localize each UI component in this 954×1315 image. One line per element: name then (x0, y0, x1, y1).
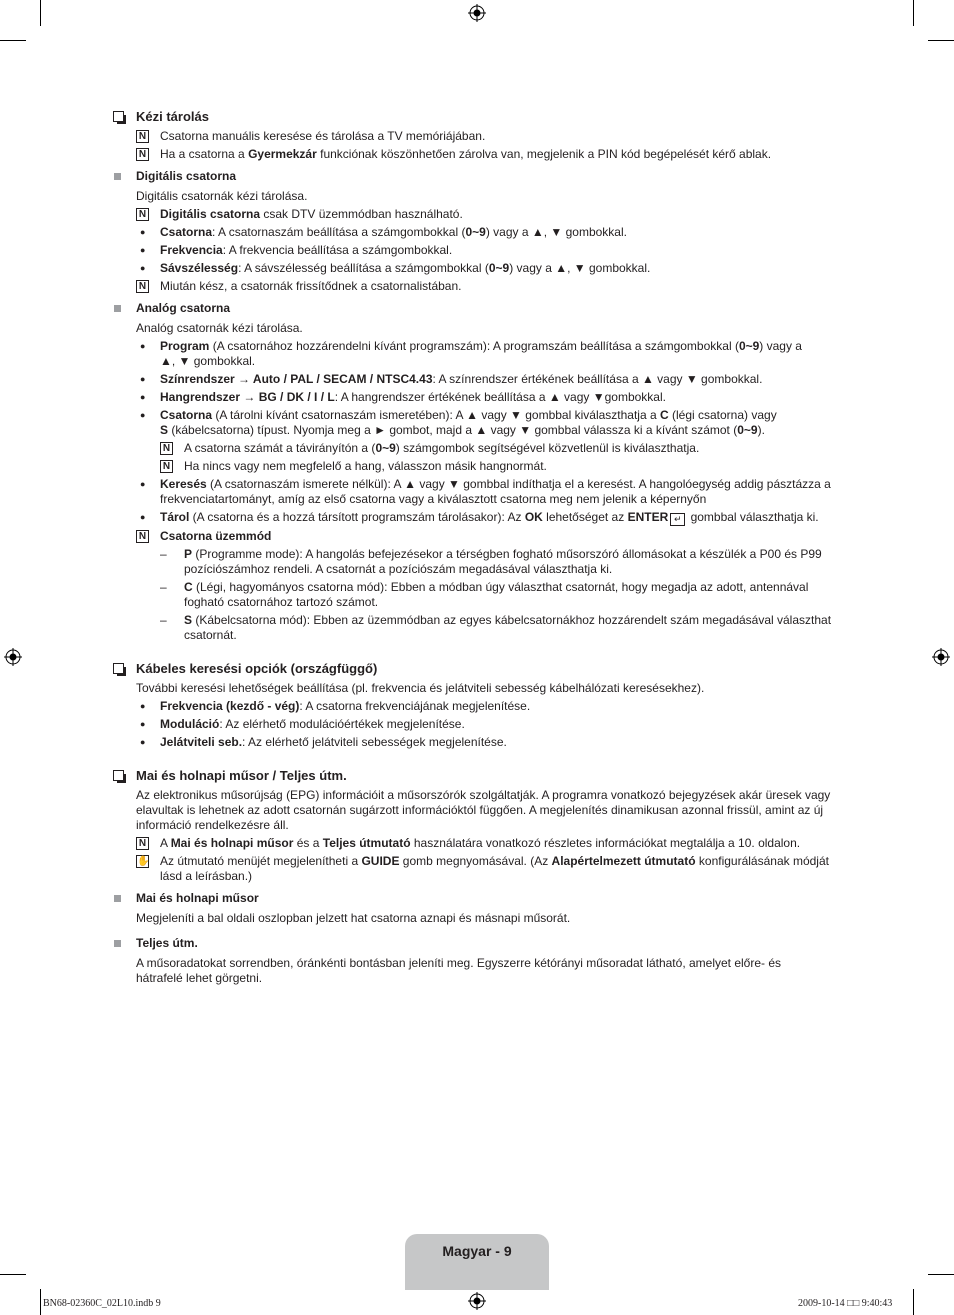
note-row: ✋ Az útmutató menüjét megjelenítheti a GUIDE gomb megnyomásával. (Az Alapértelmezett útmutató konfigurálásának módját lásd a leírásban.) (137, 854, 829, 883)
crop-mark (0, 1274, 26, 1275)
list-item: ● Program (A csatornához hozzárendelni kívánt programszám): A programszám beállítása a számgombokkal (0~9) vagy a ▲, ▼ gombokkal. (136, 339, 847, 369)
note-row: N Ha a csatorna a Gyermekzár funkciónak köszönhetően zárolva van, megjelenik a PIN kód begépelését kérő ablak. (136, 147, 847, 162)
checkbox-icon (113, 770, 124, 781)
note-row: N Miután kész, a csatornák frissítődnek a csatornalistában. (136, 279, 847, 294)
bullet-icon: ● (140, 227, 146, 237)
hand-note-icon: ✋ (137, 856, 150, 867)
note-row: N Csatorna üzemmód (136, 529, 847, 544)
note-row: N Digitális csatorna csak DTV üzemmódban használható. (136, 207, 847, 222)
section-title: Mai és holnapi műsor / Teljes útm. (112, 767, 847, 784)
bullet-icon: ● (140, 719, 146, 729)
square-bullet-icon (114, 940, 121, 947)
crop-mark (913, 1289, 914, 1315)
note-row: N A csatorna számát a távirányítón a (0~9) számgombok segítségével közvetlenül is kiválaszthatja. (160, 441, 847, 456)
registration-mark-icon (468, 1292, 486, 1310)
paragraph: További keresési lehetőségek beállítása (pl. frekvencia és jelátviteli sebesség kábelhálózati keresésekhez). (136, 681, 705, 695)
paragraph: Megjeleníti a bal oldali oszlopban jelzett hat csatorna aznapi és másnapi műsorát. (136, 911, 571, 925)
crop-mark (40, 0, 41, 26)
timestamp: 2009-10-14 □□ 9:40:43 (798, 1298, 893, 1309)
list-item: ● Keresés (A csatornaszám ismerete nélkül): A ▲ vagy ▼ gombbal indíthatja el a keresést. A hangolóegység addig pásztázza a frekvenciatartományt, amíg az első csatorna vagy a kiválasztott csatorna meg nem jelenik a képernyőn (136, 477, 847, 507)
subsection-title: Analóg csatorna (112, 301, 847, 316)
bullet-icon: ● (140, 245, 146, 255)
square-bullet-icon (114, 305, 121, 312)
file-info: BN68-02360C_02L10.indb 9 (43, 1298, 161, 1309)
bullet-icon: ● (140, 263, 146, 273)
bullet-icon: ● (140, 410, 146, 420)
square-bullet-icon (114, 895, 121, 902)
list-item: ● Sávszélesség: A sávszélesség beállítása a számgombokkal (0~9) vagy a ▲, ▼ gombokkal. (136, 261, 847, 276)
registration-mark-icon (932, 648, 950, 666)
registration-mark-icon (468, 4, 486, 22)
dash-item: – S (Kábelcsatorna mód): Ebben az üzemmódban az egyes kábelcsatornákhoz hozzárendelt szám megadásával választhat csatornát. (160, 613, 832, 642)
paragraph: Analóg csatornák kézi tárolása. (136, 321, 303, 335)
note-icon: N (136, 148, 149, 161)
paragraph: Digitális csatornák kézi tárolása. (136, 189, 308, 203)
note-icon: N (160, 442, 173, 455)
list-item: ● Frekvencia: A frekvencia beállítása a számgombokkal. (136, 243, 847, 258)
enter-icon: ↵ (670, 513, 685, 526)
list-item: ● Jelátviteli seb.: Az elérhető jelátviteli sebességek megjelenítése. (136, 735, 847, 750)
bullet-icon: ● (140, 512, 146, 522)
note-icon: N (136, 530, 149, 543)
registration-mark-icon (4, 648, 22, 666)
page-content (112, 108, 847, 986)
square-bullet-icon (114, 173, 121, 180)
note-row: N Ha nincs vagy nem megfelelő a hang, válasszon másik hangnormát. (160, 459, 847, 474)
crop-mark (928, 40, 954, 41)
dash-item: – C (Légi, hagyományos csatorna mód): Ebben a módban úgy választhat csatornát, hogy megadja az adott, antennával fogható csatornához tartozó számot. (160, 580, 809, 609)
bullet-icon: ● (140, 701, 146, 711)
note-row: N Csatorna manuális keresése és tárolása a TV memóriájában. (136, 129, 847, 144)
checkbox-icon (113, 111, 124, 122)
crop-mark (928, 1274, 954, 1275)
list-item: ● Színrendszer → Auto / PAL / SECAM / NTSC4.43: A színrendszer értékének beállítása a ▲ vagy ▼ gombokkal. (136, 372, 847, 387)
bullet-icon: ● (140, 341, 146, 351)
paragraph: A műsoradatokat sorrendben, óránkénti bontásban jeleníti meg. Egyszerre kétórányi műsoradat látható, amelyet előre- és hátrafelé lehet görgetni. (136, 956, 782, 985)
note-row: N A Mai és holnapi műsor és a Teljes útmutató használatára vonatkozó részletes információkat megtalálja a 10. oldalon. (136, 836, 847, 851)
subsection-title: Mai és holnapi műsor (112, 891, 847, 906)
list-item: ● Csatorna (A tárolni kívánt csatornaszám ismeretében): A ▲ vagy ▼ gombbal kiválaszthatja a C (légi csatorna) vagy S (kábelcsatorna) típust. Nyomja meg a ► gombot, majd a ▲ vagy ▼ gombbal válassza ki a kívánt számot (0~9). (136, 408, 847, 438)
list-item: ● Frekvencia (kezdő - vég): A csatorna frekvenciájának megjelenítése. (136, 699, 847, 714)
note-icon: N (136, 208, 149, 221)
note-icon: N (160, 460, 173, 473)
subsection-title: Digitális csatorna (112, 169, 847, 184)
bullet-icon: ● (140, 479, 146, 489)
crop-mark (40, 1289, 41, 1315)
note-icon: N (136, 130, 149, 143)
list-item: ● Hangrendszer → BG / DK / I / L: A hangrendszer értékének beállítása a ▲ vagy ▼gombokkal. (136, 390, 847, 405)
section-title: Kábeles keresési opciók (országfüggő) (112, 660, 847, 677)
crop-mark (0, 40, 26, 41)
section-title: Kézi tárolás (112, 108, 847, 125)
bullet-icon: ● (140, 737, 146, 747)
page-number-tab: Magyar - 9 (405, 1234, 549, 1290)
list-item: ● Tárol (A csatorna és a hozzá társított programszám tárolásakor): Az OK lehetőséget az ENTER ↵ gombbal választhatja ki. (136, 510, 847, 526)
list-item: ● Csatorna: A csatornaszám beállítása a számgombokkal (0~9) vagy a ▲, ▼ gombokkal. (136, 225, 847, 240)
bullet-icon: ● (140, 392, 146, 402)
checkbox-icon (113, 663, 124, 674)
dash-item: – P (Programme mode): A hangolás befejezésekor a térségben fogható műsorszóró állomásokat a készülék a P00 és P99 pozíciószámhoz rendeli. A csatornát a pozíciószám megadásával választhatja ki. (160, 547, 822, 576)
subsection-title: Teljes útm. (112, 936, 847, 951)
list-item: ● Moduláció: Az elérhető modulációértékek megjelenítése. (136, 717, 847, 732)
crop-mark (913, 0, 914, 26)
note-icon: N (136, 280, 149, 293)
note-icon: N (136, 837, 149, 850)
bullet-icon: ● (140, 374, 146, 384)
paragraph: Az elektronikus műsorújság (EPG) információit a műsorszórók szolgáltatják. A programra vonatkozó bejegyzések akár üresek vagy elavultak is lehetnek az adott csatornán sugárzott információktól függően. A megjelenítés dinamikusan azonnal frissül, amint az új információ rendelkezésre áll. (136, 788, 831, 832)
